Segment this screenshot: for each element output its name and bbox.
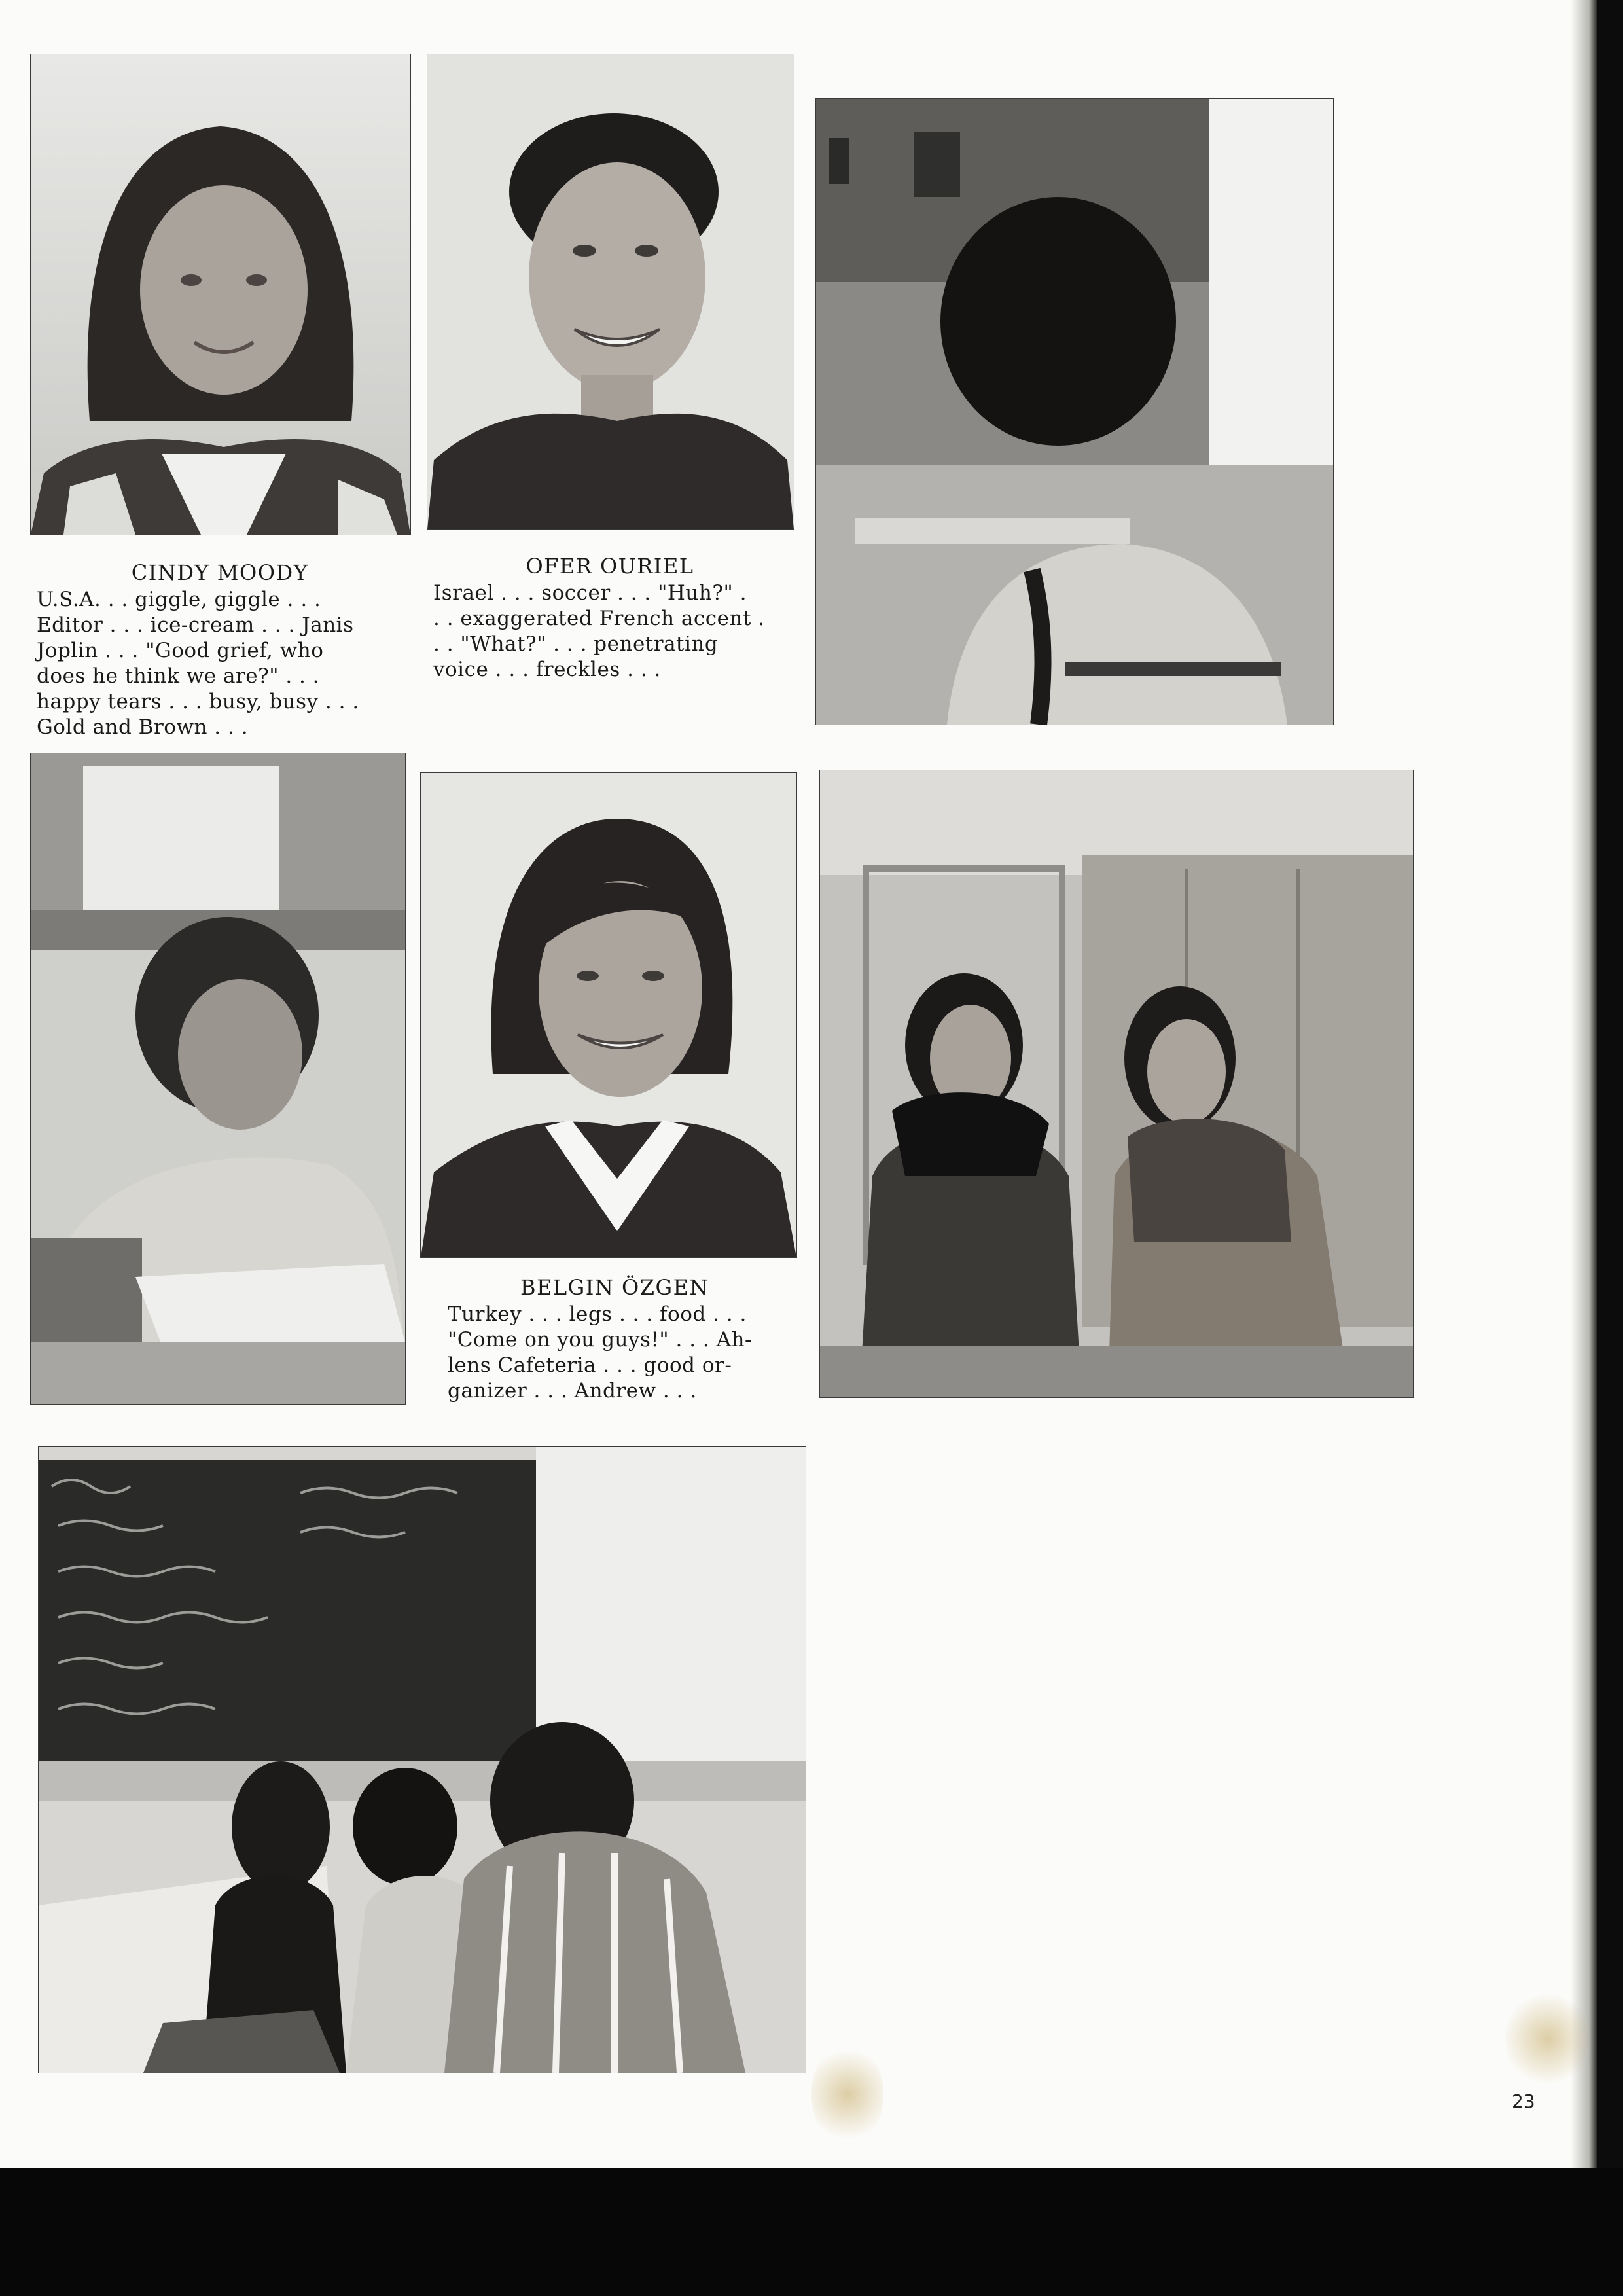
student-name: BELGIN ÖZGEN (520, 1275, 709, 1300)
cindy-moody-portrait-photo (30, 54, 411, 535)
student-description: Israel . . . soccer . . . "Huh?" . . . exaggerated French accent . . . "What?" . . . penetrating voice . . . freckles . . . (433, 581, 765, 681)
paper-stain (1505, 1990, 1590, 2088)
scan-background (0, 2168, 1623, 2296)
student-description: U.S.A. . . giggle, giggle . . . Editor . . . ice-cream . . . Janis Joplin . . . "Good grief, who does he think we are?" . . . happy tears . . . busy, busy . . . Gold and Brown . . . (37, 588, 359, 739)
candid-photo-boy-reading (30, 753, 406, 1405)
student-name: CINDY MOODY (131, 560, 309, 585)
ofer-ouriel-caption (433, 554, 787, 683)
candid-photo-classroom-group (38, 1446, 806, 2073)
student-description: Turkey . . . legs . . . food . . . "Come on you guys!" . . . Ah- lens Cafeteria . . . good or- ganizer . . . Andrew . . . (448, 1302, 752, 1403)
belgin-ozgen-caption (448, 1275, 781, 1404)
paper-stain (812, 2042, 883, 2147)
candid-photo-curly-hair (815, 98, 1334, 725)
candid-photo-two-girls-laughing (819, 770, 1414, 1398)
ofer-ouriel-portrait-photo (427, 54, 794, 530)
page-number: 23 (1512, 2090, 1535, 2112)
belgin-ozgen-portrait-photo (420, 772, 797, 1258)
cindy-moody-caption (37, 560, 403, 740)
student-name: OFER OURIEL (526, 554, 694, 579)
page-edge (1571, 0, 1597, 2168)
